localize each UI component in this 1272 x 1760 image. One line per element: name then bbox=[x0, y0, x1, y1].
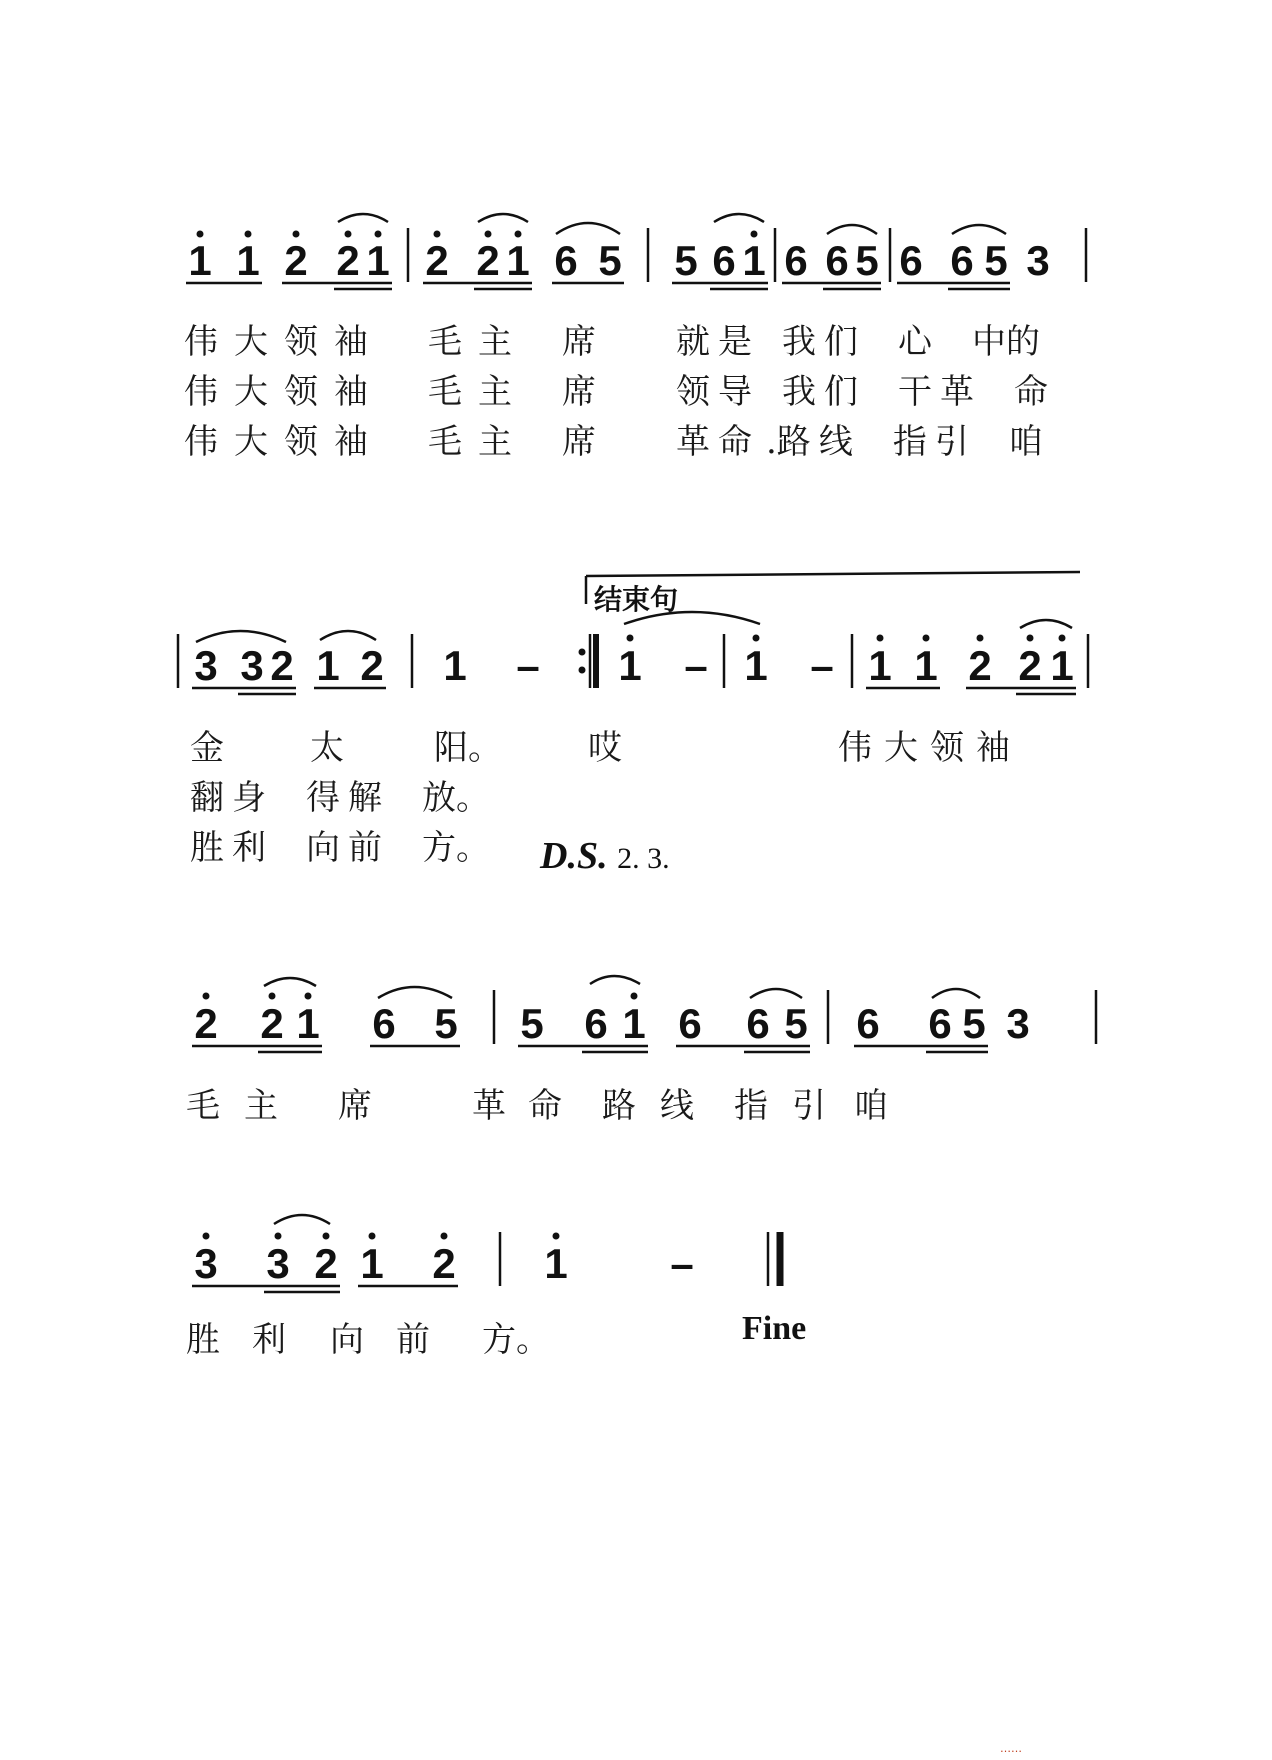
lyric-char: 大 bbox=[234, 422, 268, 462]
lyric-char: 领 bbox=[284, 322, 318, 362]
repeat-dot-top bbox=[579, 649, 586, 656]
lyric-char: 命 bbox=[1014, 372, 1048, 412]
lyric-char: 席 bbox=[562, 422, 596, 462]
lyric-verse3 bbox=[184, 414, 1043, 463]
lyric-char: 哎 bbox=[588, 728, 622, 768]
lyric-char: 领 bbox=[284, 422, 318, 462]
svg-text:1: 1 bbox=[914, 642, 938, 689]
svg-text:2: 2 bbox=[260, 1000, 284, 1047]
svg-text:1: 1 bbox=[544, 1240, 568, 1287]
svg-text:1: 1 bbox=[742, 237, 766, 284]
svg-text:1: 1 bbox=[316, 642, 340, 689]
lyric-char: 阳。 bbox=[434, 728, 502, 768]
svg-text:5: 5 bbox=[962, 1000, 986, 1047]
svg-text:1: 1 bbox=[744, 642, 768, 689]
lyric-char: 向 bbox=[330, 1320, 364, 1360]
svg-text:2: 2 bbox=[1018, 642, 1042, 689]
svg-text:5: 5 bbox=[598, 237, 622, 284]
lyric-char: 太 bbox=[310, 728, 344, 768]
lyric-char: 我 bbox=[782, 372, 816, 412]
svg-text:6: 6 bbox=[899, 237, 923, 284]
svg-text:6: 6 bbox=[678, 1000, 702, 1047]
lyric-verse2 bbox=[190, 770, 490, 819]
lyric-char: 主 bbox=[478, 422, 512, 462]
svg-text:–: – bbox=[810, 642, 834, 689]
svg-text:3: 3 bbox=[266, 1240, 290, 1287]
svg-text:6: 6 bbox=[372, 1000, 396, 1047]
lyric-verse2 bbox=[184, 364, 1048, 413]
svg-text:1: 1 bbox=[236, 237, 260, 284]
lyric-char: 咱 bbox=[1008, 422, 1043, 462]
lyric-char: 大 bbox=[234, 372, 268, 412]
lyric-verse1 bbox=[184, 314, 1040, 363]
svg-text:3: 3 bbox=[194, 642, 218, 689]
lyric-char: 干 bbox=[898, 372, 932, 412]
lyric-char: 大 bbox=[234, 322, 268, 362]
lyric-char: 大 bbox=[884, 728, 918, 768]
lyric-char: 主 bbox=[478, 322, 512, 362]
ending-label: 结束句 bbox=[594, 583, 679, 616]
lyric-char: 命 bbox=[528, 1086, 562, 1126]
svg-text:6: 6 bbox=[784, 237, 808, 284]
svg-text:6: 6 bbox=[928, 1000, 952, 1047]
lyric-char: .路 bbox=[766, 422, 811, 462]
lyric-char: 们 bbox=[824, 372, 858, 412]
lyric-char: 解 bbox=[348, 778, 382, 818]
lyric-char: 利 bbox=[252, 1320, 286, 1360]
svg-text:–: – bbox=[670, 1240, 694, 1287]
lyric-char: 袖 bbox=[334, 422, 368, 462]
svg-text:6: 6 bbox=[825, 237, 849, 284]
lyric-char: 方。 bbox=[482, 1320, 550, 1360]
ds-mark bbox=[540, 834, 670, 878]
svg-text:3: 3 bbox=[240, 642, 264, 689]
svg-text:2: 2 bbox=[360, 642, 384, 689]
lyric-char: 引 bbox=[934, 422, 969, 462]
svg-text:5: 5 bbox=[855, 237, 879, 284]
svg-text:2: 2 bbox=[476, 237, 500, 284]
svg-text:6: 6 bbox=[554, 237, 578, 284]
svg-text:1: 1 bbox=[1050, 642, 1074, 689]
svg-text:2: 2 bbox=[314, 1240, 338, 1287]
lyric-char: 线 bbox=[818, 422, 853, 462]
lyric-char: 指 bbox=[892, 422, 927, 462]
lyric-char: 我 bbox=[782, 322, 816, 362]
svg-text:6: 6 bbox=[856, 1000, 880, 1047]
svg-text:1: 1 bbox=[443, 642, 467, 689]
svg-text:1: 1 bbox=[296, 1000, 320, 1047]
svg-text:5: 5 bbox=[434, 1000, 458, 1047]
svg-text:3: 3 bbox=[1006, 1000, 1030, 1047]
svg-text:2: 2 bbox=[194, 1000, 218, 1047]
line2-notes bbox=[194, 635, 1073, 690]
lyric-char: 心 bbox=[898, 322, 932, 362]
lyric-char: 胜 bbox=[190, 828, 224, 868]
lyric-char: 线 bbox=[660, 1086, 694, 1126]
lyric-char: 向 bbox=[306, 828, 340, 868]
lyric-char: 方。 bbox=[422, 828, 490, 868]
lyric-char: 席 bbox=[562, 322, 596, 362]
lyric-char: 毛 bbox=[186, 1086, 220, 1126]
lyric-char: 领 bbox=[930, 728, 964, 768]
lyric-char: 主 bbox=[244, 1086, 278, 1126]
svg-text:1: 1 bbox=[360, 1240, 384, 1287]
lyric-char: 毛 bbox=[428, 372, 462, 412]
lyric-char: 金 bbox=[190, 728, 224, 768]
lyric-char: 中 bbox=[972, 322, 1006, 362]
lyric-char: 伟 bbox=[184, 322, 218, 362]
lyric-char: 得 bbox=[306, 778, 340, 818]
svg-text:1: 1 bbox=[868, 642, 892, 689]
lyric-char: 就 bbox=[676, 322, 710, 362]
lyric-char: 身 bbox=[232, 778, 266, 818]
lyric-char: 前 bbox=[348, 828, 382, 868]
lyric-char: 前 bbox=[396, 1320, 430, 1360]
svg-text:–: – bbox=[516, 642, 540, 689]
lyric-char: 袖 bbox=[976, 728, 1010, 768]
svg-text:5: 5 bbox=[520, 1000, 544, 1047]
lyric-char: 的 bbox=[1006, 322, 1040, 362]
lyric-char: 主 bbox=[478, 372, 512, 412]
svg-text:3: 3 bbox=[1026, 237, 1050, 284]
repeat-dot-bottom bbox=[579, 667, 586, 674]
lyric-char: 引 bbox=[792, 1086, 826, 1126]
lyric-char: 们 bbox=[824, 322, 858, 362]
lyric-char: 伟 bbox=[838, 728, 872, 768]
lyric-char: 袖 bbox=[334, 372, 368, 412]
lyric-char: 咱 bbox=[854, 1086, 888, 1126]
lyric-char: 革 bbox=[940, 372, 974, 412]
lyric-char: 革 bbox=[676, 422, 710, 462]
fine-mark: Fine bbox=[742, 1310, 807, 1347]
svg-text:2: 2 bbox=[284, 237, 308, 284]
svg-text:2: 2 bbox=[968, 642, 992, 689]
lyric-verse3 bbox=[190, 820, 490, 869]
lyric-char: 席 bbox=[562, 372, 596, 412]
lyric-verse1 bbox=[190, 720, 1010, 769]
svg-text:3: 3 bbox=[194, 1240, 218, 1287]
svg-text:1: 1 bbox=[622, 1000, 646, 1047]
lyric-char: 导 bbox=[718, 372, 752, 412]
lyric-char: 领 bbox=[284, 372, 318, 412]
svg-text:6: 6 bbox=[712, 237, 736, 284]
svg-text:6: 6 bbox=[746, 1000, 770, 1047]
lyric-char: 路 bbox=[602, 1086, 636, 1126]
lyric-char: 毛 bbox=[428, 322, 462, 362]
svg-text:2: 2 bbox=[425, 237, 449, 284]
svg-text:2: 2 bbox=[270, 642, 294, 689]
lyric-char: 利 bbox=[232, 828, 266, 868]
svg-text:2: 2 bbox=[432, 1240, 456, 1287]
lyric-char: 放。 bbox=[422, 778, 490, 818]
lyric-char: 领 bbox=[676, 372, 710, 412]
line4-notes bbox=[194, 1233, 693, 1288]
lyric-char: 指 bbox=[734, 1086, 768, 1126]
lyrics-line3 bbox=[186, 1078, 888, 1127]
lyric-char: 是 bbox=[718, 322, 752, 362]
line3-notes bbox=[194, 993, 1029, 1048]
lyric-char: 命 bbox=[718, 422, 752, 462]
svg-text:5: 5 bbox=[984, 237, 1008, 284]
lyric-char: 翻 bbox=[190, 778, 224, 818]
svg-text:6: 6 bbox=[950, 237, 974, 284]
lyric-char: 毛 bbox=[428, 422, 462, 462]
lyrics-line4 bbox=[186, 1312, 550, 1361]
lyric-char: 革 bbox=[472, 1086, 506, 1126]
svg-text:1: 1 bbox=[618, 642, 642, 689]
lyric-char: 席 bbox=[338, 1086, 372, 1126]
line1-notes bbox=[188, 231, 1049, 285]
watermark: …… bbox=[1000, 1742, 1022, 1755]
ds-numbers: 2. 3. bbox=[617, 842, 670, 875]
lyric-char: 胜 bbox=[186, 1320, 220, 1360]
svg-text:1: 1 bbox=[506, 237, 530, 284]
svg-text:5: 5 bbox=[674, 237, 698, 284]
lyric-char: 伟 bbox=[184, 422, 218, 462]
svg-text:6: 6 bbox=[584, 1000, 608, 1047]
svg-text:1: 1 bbox=[366, 237, 390, 284]
svg-text:5: 5 bbox=[784, 1000, 808, 1047]
lyric-char: 袖 bbox=[334, 322, 368, 362]
ds-mark-text: D.S. bbox=[540, 835, 608, 877]
svg-text:1: 1 bbox=[188, 237, 212, 284]
svg-text:2: 2 bbox=[336, 237, 360, 284]
svg-text:–: – bbox=[684, 642, 708, 689]
lyric-char: 伟 bbox=[184, 372, 218, 412]
